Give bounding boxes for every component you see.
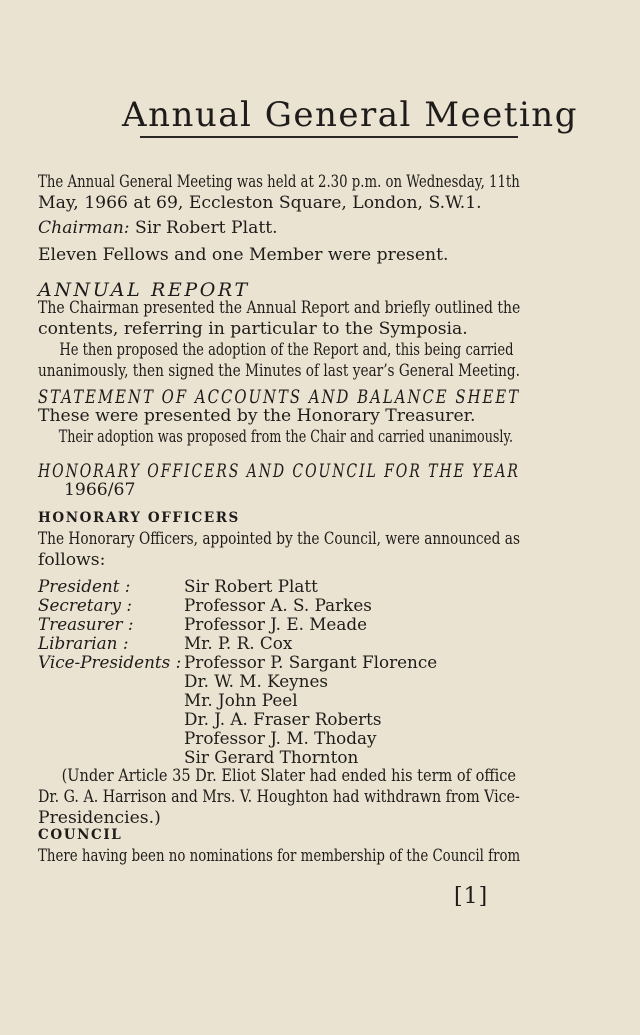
- officer-role: President :: [38, 576, 131, 596]
- officer-name: Professor J. E. Meade: [184, 614, 368, 634]
- page-title: Annual General Meeting: [122, 94, 578, 135]
- officer-name: Dr. J. A. Fraser Roberts: [184, 709, 382, 729]
- officers-intro: [38, 529, 520, 571]
- intro-line: The Annual General Meeting was held at 2.30 p.m. on Wednesday, 11th: [38, 172, 520, 192]
- officer-role: Vice-Presidents :: [38, 652, 182, 672]
- officer-role: Librarian :: [38, 633, 129, 653]
- attendance-text: Eleven Fellows and one Member were present.: [38, 245, 449, 265]
- officer-row: [38, 690, 518, 709]
- honorary-officers-subheading: HONORARY OFFICERS: [38, 510, 240, 526]
- annual-report-paragraph: [38, 298, 520, 382]
- accounts-heading: STATEMENT OF ACCOUNTS AND BALANCE SHEET: [38, 386, 521, 408]
- officers-intro-line: The Honorary Officers, appointed by the Council, were announced as: [38, 529, 520, 549]
- officer-name: Sir Gerard Thornton: [184, 747, 359, 767]
- annual-report-line: contents, referring in particular to the Symposia.: [38, 319, 468, 339]
- intro-line: May, 1966 at 69, Eccleston Square, London, S.W.1.: [38, 193, 482, 213]
- officer-row: [38, 633, 518, 652]
- officer-name: Sir Robert Platt: [184, 576, 318, 596]
- officer-row: [38, 595, 518, 614]
- officers-year-text: 1966/67: [64, 480, 136, 500]
- officer-row: [38, 709, 518, 728]
- intro-paragraph: [38, 172, 520, 214]
- chairman-line: [38, 218, 520, 239]
- officer-name: Professor J. M. Thoday: [184, 728, 377, 748]
- officer-row: [38, 747, 518, 766]
- note-line: (Under Article 35 Dr. Eliot Slater had ended his term of office: [61, 766, 516, 786]
- note-line: Presidencies.): [38, 808, 161, 828]
- council-paragraph: [38, 846, 520, 867]
- vice-presidencies-note: [38, 766, 520, 829]
- accounts-line: These were presented by the Honorary Treasurer.: [38, 406, 476, 426]
- annual-report-line: The Chairman presented the Annual Report and briefly outlined the: [38, 298, 521, 318]
- officers-intro-line: follows:: [38, 550, 106, 570]
- officer-row: [38, 728, 518, 747]
- accounts-paragraph: [38, 406, 520, 448]
- officer-row: [38, 652, 518, 671]
- annual-report-heading: ANNUAL REPORT: [38, 279, 250, 301]
- note-line: Dr. G. A. Harrison and Mrs. V. Houghton had withdrawn from Vice-: [38, 787, 520, 807]
- officer-name: Professor A. S. Parkes: [184, 595, 372, 615]
- officers-list: [38, 576, 518, 766]
- council-heading: COUNCIL: [38, 827, 123, 843]
- officer-name: Mr. John Peel: [184, 690, 298, 710]
- chairman-label: Chairman:: [38, 218, 130, 238]
- officer-row: [38, 671, 518, 690]
- officer-name: Mr. P. R. Cox: [184, 633, 293, 653]
- officer-role: Secretary :: [38, 595, 133, 615]
- accounts-line: Their adoption was proposed from the Chair and carried unanimously.: [58, 427, 514, 447]
- officer-role: Treasurer :: [38, 614, 134, 634]
- title-rule: [140, 136, 518, 138]
- attendance-line: [38, 245, 520, 266]
- officer-row: [38, 576, 518, 595]
- chairman-name: Sir Robert Platt.: [129, 218, 278, 238]
- annual-report-line: He then proposed the adoption of the Report and, this being carried: [59, 340, 514, 360]
- council-line: There having been no nominations for membership of the Council from: [38, 846, 521, 866]
- officers-year: [38, 480, 520, 501]
- officer-name: Professor P. Sargant Florence: [184, 652, 438, 672]
- annual-report-line: unanimously, then signed the Minutes of last year’s General Meeting.: [38, 361, 520, 381]
- officer-row: [38, 614, 518, 633]
- officer-name: Dr. W. M. Keynes: [184, 671, 328, 691]
- officers-heading: HONORARY OFFICERS AND COUNCIL FOR THE YEAR: [38, 460, 520, 482]
- page-number: [1]: [454, 884, 489, 909]
